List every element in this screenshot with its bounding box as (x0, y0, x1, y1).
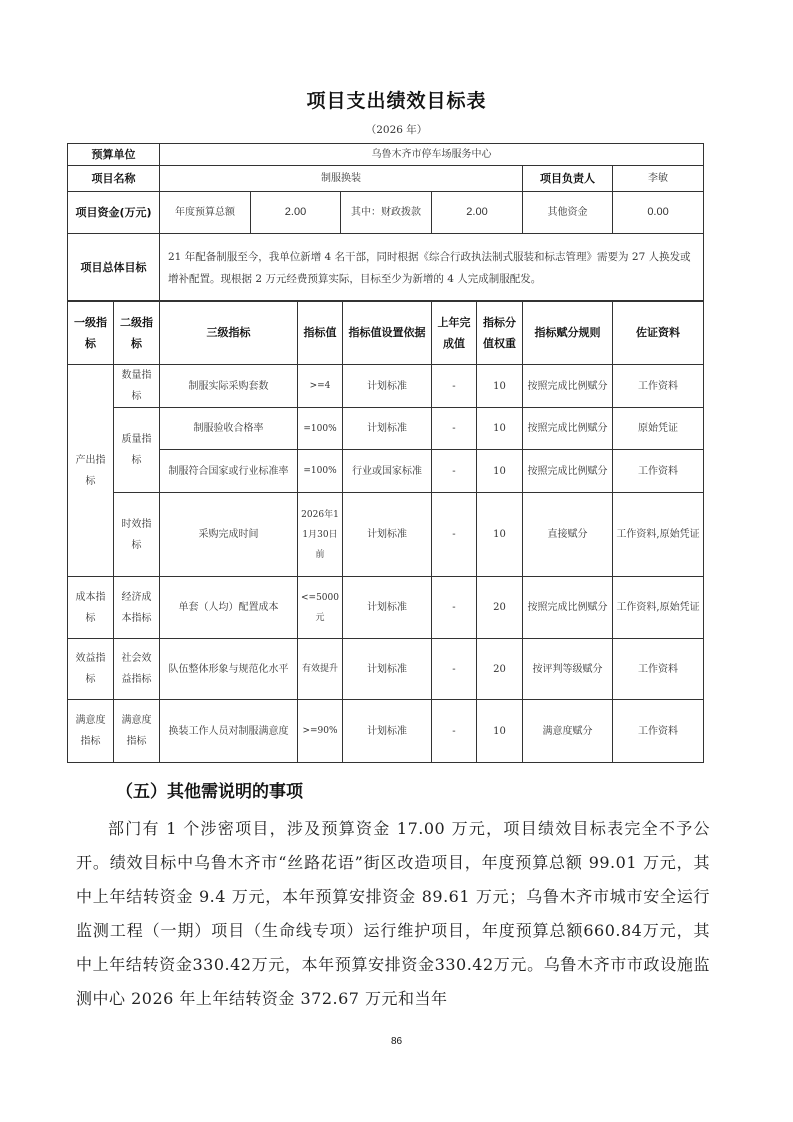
level2-cell: 经济成本指标 (114, 577, 160, 639)
fiscal-value: 2.00 (432, 192, 523, 234)
annual-total-value: 2.00 (251, 192, 341, 234)
indicator-header-row (68, 301, 704, 365)
weight-cell: 10 (477, 365, 523, 408)
level3-cell: 采购完成时间 (160, 493, 298, 577)
table-row (68, 700, 704, 763)
weight-cell: 10 (477, 450, 523, 493)
annual-total-label: 年度预算总额 (160, 192, 251, 234)
rule-cell: 满意度赋分 (523, 700, 613, 763)
value-cell: =100% (298, 450, 343, 493)
value-cell: =100% (298, 408, 343, 450)
level3-cell: 制服符合国家或行业标准率 (160, 450, 298, 493)
owner-label: 项目负责人 (523, 166, 613, 192)
basis-cell: 计划标准 (343, 408, 432, 450)
weight-cell: 20 (477, 577, 523, 639)
header-basis: 指标值设置依据 (343, 301, 432, 365)
header-weight: 指标分值权重 (477, 301, 523, 365)
goal-value: 21 年配备制服至今，我单位新增 4 名干部，同时根据《综合行政执法制式服装和标志管理》需要为 27 人换发或增补配置。现根据 2 万元经费预算实际，目标至少为新增的 4 人完成制服配发。 (160, 234, 704, 302)
last-year-cell: - (432, 408, 477, 450)
basis-cell: 计划标准 (343, 639, 432, 700)
header-level2: 二级指标 (114, 301, 160, 365)
value-cell: >=90% (298, 700, 343, 763)
table-row (68, 450, 704, 493)
basis-cell: 计划标准 (343, 700, 432, 763)
owner-value: 李敏 (613, 166, 704, 192)
fiscal-label: 其中：财政拨款 (341, 192, 432, 234)
rule-cell: 按照完成比例赋分 (523, 408, 613, 450)
level3-cell: 换装工作人员对制服满意度 (160, 700, 298, 763)
indicator-table (67, 300, 704, 763)
weight-cell: 20 (477, 639, 523, 700)
funds-row (68, 192, 704, 234)
page-number: 86 (390, 1036, 403, 1047)
page-title: 项目支出绩效目标表 (306, 90, 487, 112)
rule-cell: 按照完成比例赋分 (523, 450, 613, 493)
level1-cell: 效益指标 (68, 639, 114, 700)
evidence-cell: 原始凭证 (613, 408, 704, 450)
other-funds-label: 其他资金 (523, 192, 613, 234)
basis-cell: 计划标准 (343, 577, 432, 639)
table-row (68, 408, 704, 450)
header-last-year: 上年完成值 (432, 301, 477, 365)
rule-cell: 按照完成比例赋分 (523, 577, 613, 639)
evidence-cell: 工作资料 (613, 639, 704, 700)
value-cell: 2026年11月30日前 (298, 493, 343, 577)
value-cell: <=5000元 (298, 577, 343, 639)
weight-cell: 10 (477, 493, 523, 577)
table-row (68, 365, 704, 408)
other-funds-value: 0.00 (613, 192, 704, 234)
budget-unit-row (68, 144, 704, 166)
rule-cell: 按评判等级赋分 (523, 639, 613, 700)
last-year-cell: - (432, 450, 477, 493)
evidence-cell: 工作资料 (613, 365, 704, 408)
level3-cell: 队伍整体形象与规范化水平 (160, 639, 298, 700)
table-row (68, 577, 704, 639)
evidence-cell: 工作资料,原始凭证 (613, 577, 704, 639)
level3-cell: 单套（人均）配置成本 (160, 577, 298, 639)
value-cell: >=4 (298, 365, 343, 408)
header-level3: 三级指标 (160, 301, 298, 365)
evidence-cell: 工作资料,原始凭证 (613, 493, 704, 577)
level2-cell: 质量指标 (114, 408, 160, 493)
section-heading: （五）其他需说明的事项 (116, 782, 303, 802)
header-value: 指标值 (298, 301, 343, 365)
level3-cell: 制服验收合格率 (160, 408, 298, 450)
level1-cell: 满意度指标 (68, 700, 114, 763)
funds-label: 项目资金(万元) (68, 192, 160, 234)
rule-cell: 按照完成比例赋分 (523, 365, 613, 408)
last-year-cell: - (432, 365, 477, 408)
weight-cell: 10 (477, 700, 523, 763)
header-evidence: 佐证资料 (613, 301, 704, 365)
table-year: （2026 年） (365, 124, 428, 136)
budget-unit-label: 预算单位 (68, 144, 160, 166)
evidence-cell: 工作资料 (613, 450, 704, 493)
last-year-cell: - (432, 577, 477, 639)
level2-cell: 满意度指标 (114, 700, 160, 763)
goal-label: 项目总体目标 (68, 234, 160, 302)
weight-cell: 10 (477, 408, 523, 450)
basis-cell: 行业或国家标准 (343, 450, 432, 493)
level2-cell: 数量指标 (114, 365, 160, 408)
project-name-value: 制服换装 (160, 166, 523, 192)
evidence-cell: 工作资料 (613, 700, 704, 763)
table-row (68, 493, 704, 577)
last-year-cell: - (432, 700, 477, 763)
level2-cell: 时效指标 (114, 493, 160, 577)
value-cell: 有效提升 (298, 639, 343, 700)
project-name-label: 项目名称 (68, 166, 160, 192)
level1-cell: 成本指标 (68, 577, 114, 639)
project-name-row (68, 166, 704, 192)
header-rule: 指标赋分规则 (523, 301, 613, 365)
basis-cell: 计划标准 (343, 365, 432, 408)
table-row (68, 639, 704, 700)
header-level1: 一级指标 (68, 301, 114, 365)
basis-cell: 计划标准 (343, 493, 432, 577)
last-year-cell: - (432, 639, 477, 700)
last-year-cell: - (432, 493, 477, 577)
level3-cell: 制服实际采购套数 (160, 365, 298, 408)
level2-cell: 社会效益指标 (114, 639, 160, 700)
rule-cell: 直接赋分 (523, 493, 613, 577)
goal-row (68, 234, 704, 302)
level1-cell: 产出指标 (68, 365, 114, 577)
section-paragraph: 部门有 1 个涉密项目，涉及预算资金 17.00 万元，项目绩效目标表完全不予公开。绩效目标中乌鲁木齐市“丝路花语”街区改造项目，年度预算总额 99.01 万元，其中上年结转资金 9.4 万元，本年预算安排资金 89.61 万元；乌鲁木齐市城市安全运行监测工程（一期）项目（生命线专项）运行维护项目，年度预算总额660.84万元，其中上年结转资金330.42万元，本年预算安排资金330.42万元。乌鲁木齐市市政设施监测中心 2026 年上年结转资金 372.67 万元和当年 (76, 819, 710, 1008)
budget-unit-value: 乌鲁木齐市停车场服务中心 (160, 144, 704, 166)
project-info-table (67, 143, 704, 302)
